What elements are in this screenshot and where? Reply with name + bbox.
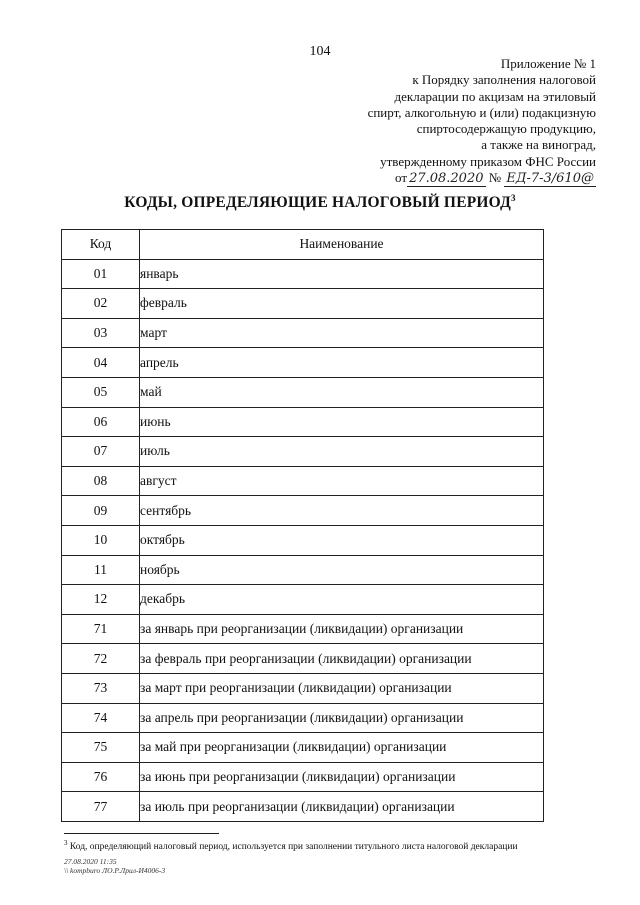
- table-row: [62, 614, 544, 644]
- cell-name: за июнь при реорганизации (ликвидации) организации: [140, 762, 544, 792]
- ref-prefix: от: [395, 170, 408, 186]
- stamp-datetime: 27.08.2020 11:35: [64, 857, 117, 866]
- cell-code: 08: [62, 466, 140, 496]
- cell-name: за июль при реорганизации (ликвидации) организации: [140, 792, 544, 822]
- table-row: [62, 377, 544, 407]
- table-row: [62, 703, 544, 733]
- cell-code: 10: [62, 525, 140, 555]
- table-row: [62, 496, 544, 526]
- page-number: 104: [309, 44, 331, 59]
- appendix-line: Приложение № 1: [500, 56, 596, 71]
- footnote-divider: [64, 833, 219, 834]
- cell-name: июль: [140, 437, 544, 467]
- cell-name: за май при реорганизации (ликвидации) организации: [140, 733, 544, 763]
- cell-name: октябрь: [140, 525, 544, 555]
- cell-code: 75: [62, 733, 140, 763]
- table-row: [62, 673, 544, 703]
- table-row: [62, 644, 544, 674]
- order-reference: [296, 170, 596, 187]
- column-header-code: Код: [62, 230, 140, 260]
- table-row: [62, 762, 544, 792]
- cell-code: 09: [62, 496, 140, 526]
- ref-date: 27.08.2020: [409, 171, 484, 187]
- cell-code: 12: [62, 585, 140, 615]
- appendix-line: спирт, алкогольную и (или) подакцизную: [367, 104, 596, 120]
- footnote-text: Код, определяющий налоговый период, используется при заполнении титульного листа налоговой декларации: [69, 842, 518, 853]
- cell-name: август: [140, 466, 544, 496]
- table-row: [62, 437, 544, 467]
- title-footnote-mark: 3: [511, 193, 516, 203]
- cell-name: за апрель при реорганизации (ликвидации) организации: [140, 703, 544, 733]
- cell-code: 72: [62, 644, 140, 674]
- cell-name: февраль: [140, 289, 544, 319]
- cell-code: 11: [62, 555, 140, 585]
- ref-number: ЕД-7-3/610@: [506, 171, 594, 187]
- ref-number-label: №: [488, 170, 502, 186]
- appendix-line: спиртосодержащую продукцию,: [416, 121, 596, 137]
- cell-code: 73: [62, 673, 140, 703]
- table-row: [62, 289, 544, 319]
- title-text: КОДЫ, ОПРЕДЕЛЯЮЩИЕ НАЛОГОВЫЙ ПЕРИОД: [124, 194, 512, 212]
- table-row: [62, 318, 544, 348]
- cell-name: март: [140, 318, 544, 348]
- cell-name: январь: [140, 259, 544, 289]
- footnote-mark: 3: [64, 839, 68, 847]
- cell-name: апрель: [140, 348, 544, 378]
- cell-name: сентябрь: [140, 496, 544, 526]
- cell-code: 05: [62, 377, 140, 407]
- cell-name: за январь при реорганизации (ликвидации) организации: [140, 614, 544, 644]
- cell-code: 03: [62, 318, 140, 348]
- table-body: [62, 259, 544, 821]
- cell-code: 74: [62, 703, 140, 733]
- appendix-line: утвержденному приказом ФНС России: [380, 153, 596, 169]
- table-row: [62, 525, 544, 555]
- period-codes-table: [61, 229, 544, 822]
- cell-name: июнь: [140, 407, 544, 437]
- table-row: [62, 259, 544, 289]
- cell-name: за март при реорганизации (ликвидации) организации: [140, 673, 544, 703]
- table-row: [62, 466, 544, 496]
- table-row: [62, 555, 544, 585]
- cell-name: декабрь: [140, 585, 544, 615]
- appendix-line: а также на виноград,: [481, 137, 596, 153]
- cell-name: май: [140, 377, 544, 407]
- cell-code: 77: [62, 792, 140, 822]
- column-header-name: Наименование: [140, 230, 544, 260]
- table-row: [62, 348, 544, 378]
- cell-code: 01: [62, 259, 140, 289]
- document-stamp: [64, 857, 165, 875]
- appendix-block: [296, 56, 596, 187]
- table-row: [62, 792, 544, 822]
- table-row: [62, 407, 544, 437]
- cell-code: 07: [62, 437, 140, 467]
- appendix-line: к Порядку заполнения налоговой: [412, 72, 596, 88]
- cell-code: 71: [62, 614, 140, 644]
- table-row: [62, 585, 544, 615]
- cell-code: 04: [62, 348, 140, 378]
- table-row: [62, 733, 544, 763]
- appendix-line: декларации по акцизам на этиловый: [394, 88, 596, 104]
- cell-code: 76: [62, 762, 140, 792]
- cell-code: 06: [62, 407, 140, 437]
- table-header-row: [62, 230, 544, 260]
- cell-name: ноябрь: [140, 555, 544, 585]
- page-title: [0, 193, 640, 212]
- stamp-path: \\ kompburo ЛО.Р.Лрил-И4006-3: [64, 866, 166, 875]
- cell-name: за февраль при реорганизации (ликвидации) организации: [140, 644, 544, 674]
- cell-code: 02: [62, 289, 140, 319]
- footnote: [64, 839, 518, 852]
